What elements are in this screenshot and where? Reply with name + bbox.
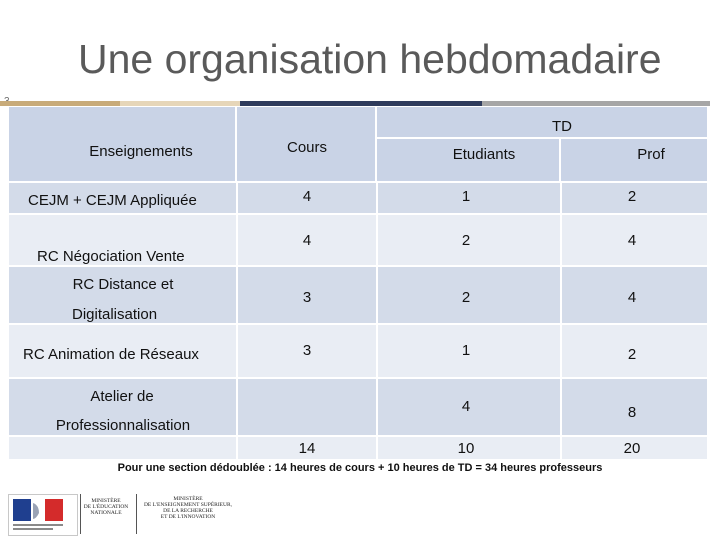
cell-cours: 3 (302, 289, 312, 306)
marianne-icon (9, 495, 77, 535)
total-prof: 20 (623, 440, 641, 457)
cell-etudiants: 1 (461, 188, 471, 205)
row-bg-total (8, 436, 708, 460)
cell-etudiants: 4 (461, 398, 471, 415)
schedule-table (8, 106, 708, 460)
ministry-label-higher-education: MINISTÈRE DE L'ENSEIGNEMENT SUPÉRIEUR, DE LA RECHERCHE ET DE L'INNOVATION (143, 496, 233, 520)
total-cours: 14 (298, 440, 316, 457)
total-etudiants: 10 (457, 440, 475, 457)
row-label: RC Négociation Vente (37, 248, 185, 265)
footnote: Pour une section dédoublée : 14 heures de cours + 10 heures de TD = 34 heures professeurs (117, 462, 603, 474)
header-td: TD (552, 118, 572, 135)
cell-prof: 4 (627, 232, 637, 249)
republique-francaise-logo (8, 494, 78, 536)
cell-prof: 2 (627, 188, 637, 205)
cell-etudiants: 2 (461, 289, 471, 306)
page-title: Une organisation hebdomadaire (78, 36, 662, 82)
header-etudiants: Etudiants (452, 146, 516, 163)
row-label: RC Distance et (72, 276, 174, 293)
cell-cours: 4 (302, 188, 312, 205)
column-divider (376, 182, 378, 460)
row-label: CEJM + CEJM Appliquée (28, 192, 197, 209)
cell-prof: 4 (627, 289, 637, 306)
row-label-continued: Digitalisation (72, 306, 158, 323)
row-label: RC Animation de Réseaux (23, 346, 199, 363)
header-cell-prof (560, 138, 708, 182)
header-enseignements: Enseignements (89, 143, 193, 160)
ministry-logo-higher-education (136, 494, 240, 534)
cell-cours: 3 (302, 342, 312, 359)
row-label: Atelier de (90, 388, 154, 405)
header-cours: Cours (286, 139, 328, 156)
ministry-logo-education (80, 494, 132, 534)
cell-cours: 4 (302, 232, 312, 249)
row-label-continued: Professionnalisation (55, 417, 191, 434)
column-divider (236, 182, 238, 460)
cell-prof: 8 (627, 404, 637, 421)
column-divider (560, 182, 562, 460)
header-cell-td (376, 106, 708, 138)
cell-prof: 2 (627, 346, 637, 363)
cell-etudiants: 2 (461, 232, 471, 249)
ministry-label-education: MINISTÈRE DE L'ÉDUCATION NATIONALE (83, 498, 129, 516)
cell-etudiants: 1 (461, 342, 471, 359)
header-prof: Prof (637, 146, 665, 163)
